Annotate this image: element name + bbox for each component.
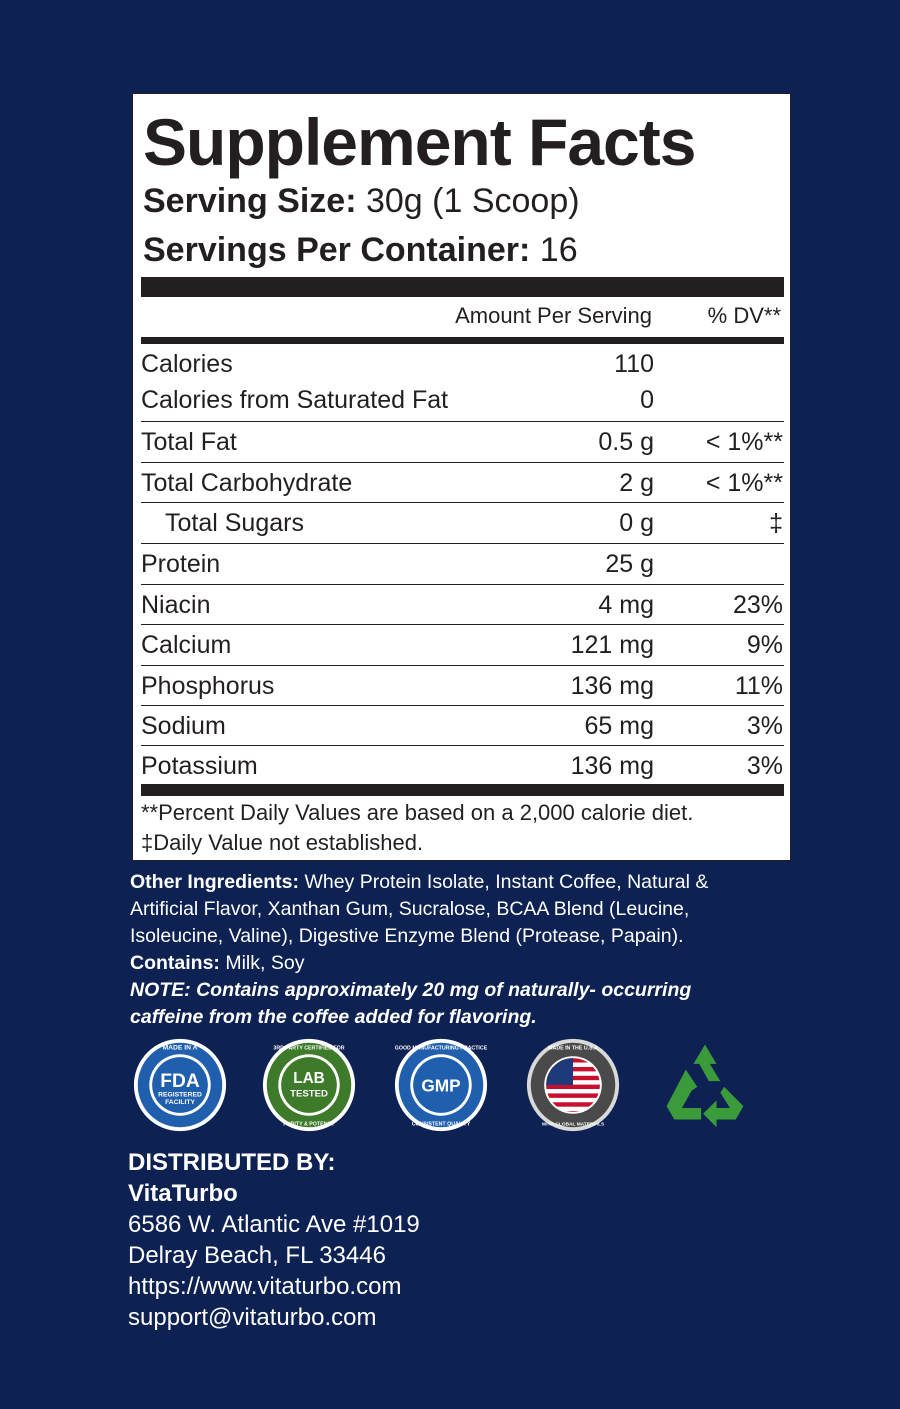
row-name: Total Carbohydrate [141, 469, 353, 497]
distributor-website: https://www.vitaturbo.com [128, 1273, 402, 1300]
contains-text: Milk, Soy [225, 952, 305, 974]
facts-row-total-carbohydrate [141, 462, 784, 503]
row-name: Calcium [141, 631, 232, 659]
row-dv: 9% [746, 631, 783, 659]
row-amount: 136 mg [570, 752, 654, 780]
row-name: Protein [141, 550, 221, 578]
facts-title: Supplement Facts [143, 105, 696, 179]
header-amount: Amount Per Serving [455, 303, 652, 328]
distributor-name: VitaTurbo [128, 1180, 238, 1207]
other-ingredients-label: Other Ingredients: [130, 871, 300, 893]
row-amount: 121 mg [570, 631, 654, 659]
distributed-by-label: DISTRIBUTED BY: [128, 1149, 336, 1176]
contains [130, 950, 770, 977]
row-name: Phosphorus [141, 672, 275, 700]
ingredients-block [130, 869, 770, 1031]
usa-badge-top-text: MADE IN THE U.S.A [548, 1045, 598, 1052]
row-dv: 11% [734, 672, 783, 700]
row-name: Calories [141, 350, 233, 378]
distributor-block [128, 1147, 420, 1333]
row-dv: 3% [746, 752, 783, 780]
row-amount: 0.5 g [598, 428, 654, 456]
caffeine-note: NOTE: Contains approximately 20 mg of naturally- occurring caffeine from the coffee added for flavoring. [130, 979, 692, 1028]
facts-row-protein [141, 543, 784, 584]
row-amount: 65 mg [584, 712, 654, 740]
lab-badge-top-text: 3RD PARTY CERTIFIED FOR [273, 1045, 345, 1052]
usa-badge-bottom-text: WITH GLOBAL MATERIALS [541, 1122, 605, 1128]
row-amount: 110 [614, 350, 654, 378]
gmp-badge-main-text: GMP [421, 1075, 461, 1096]
servings-per-container [143, 230, 578, 270]
footnote-dv: **Percent Daily Values are based on a 2,000 calorie diet. [141, 800, 694, 825]
fda-badge-sub2: FACILITY [165, 1099, 195, 1107]
gmp-badge-bottom-text: CONSISTENT QUALITY [411, 1121, 471, 1128]
contains-label: Contains: [130, 952, 220, 974]
made-in-usa-icon [525, 1037, 621, 1133]
fda-badge-top-text: MADE IN A [162, 1044, 198, 1052]
row-dv: 23% [732, 591, 783, 619]
divider-thick-bottom [141, 784, 784, 796]
servings-label: Servings Per Container: [143, 231, 531, 269]
facts-row-calories [141, 344, 784, 384]
distributor-address-1: 6586 W. Atlantic Ave #1019 [128, 1211, 420, 1238]
supplement-facts-panel [132, 93, 791, 861]
other-ingredients-text: Whey Protein Isolate, Instant Coffee, Natural & Artificial Flavor, Xanthan Gum, Sucralose, BCAA Blend (Leucine, Isoleucine, Valine), Digestive Enzyme Blend (Protease, Papain). [130, 871, 709, 947]
lab-tested-icon [261, 1037, 357, 1133]
servings-value: 16 [539, 231, 578, 269]
gmp-badge-top-text: GOOD MANUFACTURING PRACTICE [394, 1045, 488, 1052]
row-amount: 136 mg [570, 672, 654, 700]
gmp-icon [393, 1037, 489, 1133]
row-amount: 25 g [605, 550, 654, 578]
row-name: Potassium [141, 752, 258, 780]
row-dv: < 1%** [705, 469, 783, 497]
row-dv: 3% [746, 712, 783, 740]
facts-row-sodium [141, 705, 784, 746]
row-name: Calories from Saturated Fat [141, 386, 449, 414]
header-dv: % DV** [707, 303, 781, 328]
facts-row-calcium [141, 624, 784, 665]
certification-badges [132, 1037, 752, 1137]
row-amount: 0 [640, 386, 654, 414]
facts-row-total-fat [141, 421, 784, 462]
divider-medium [141, 337, 784, 344]
footnote-not-established: ‡Daily Value not established. [141, 830, 424, 855]
fda-badge-main-text: FDA [160, 1070, 200, 1092]
distributor-email: support@vitaturbo.com [128, 1304, 377, 1331]
other-ingredients [130, 869, 770, 950]
lab-badge-main1: LAB [293, 1070, 325, 1088]
row-dv: ‡ [769, 509, 783, 537]
row-name: Total Fat [141, 428, 237, 456]
lab-badge-bottom-text: PURITY & POTENCY [283, 1121, 335, 1128]
lab-badge-main2: TESTED [290, 1088, 328, 1100]
row-name: Total Sugars [165, 509, 304, 537]
row-amount: 0 g [619, 509, 654, 537]
serving-size-label: Serving Size: [143, 182, 357, 220]
row-amount: 4 mg [598, 591, 654, 619]
row-name: Niacin [141, 591, 211, 619]
distributor-address-2: Delray Beach, FL 33446 [128, 1242, 386, 1269]
facts-row-phosphorus [141, 665, 784, 706]
row-amount: 2 g [619, 469, 654, 497]
serving-size [143, 181, 580, 221]
facts-row-niacin [141, 584, 784, 625]
fda-registered-icon [132, 1037, 228, 1133]
row-dv: < 1%** [705, 428, 783, 456]
row-name: Sodium [141, 712, 226, 740]
divider-thick [141, 277, 784, 297]
facts-row-total-sugars [141, 502, 784, 543]
recycle-icon [657, 1037, 753, 1133]
facts-row-calories-sat-fat [141, 380, 784, 420]
fda-badge-sub1: REGISTERED [158, 1091, 202, 1099]
facts-row-potassium [141, 745, 784, 786]
serving-size-value: 30g (1 Scoop) [365, 182, 580, 220]
